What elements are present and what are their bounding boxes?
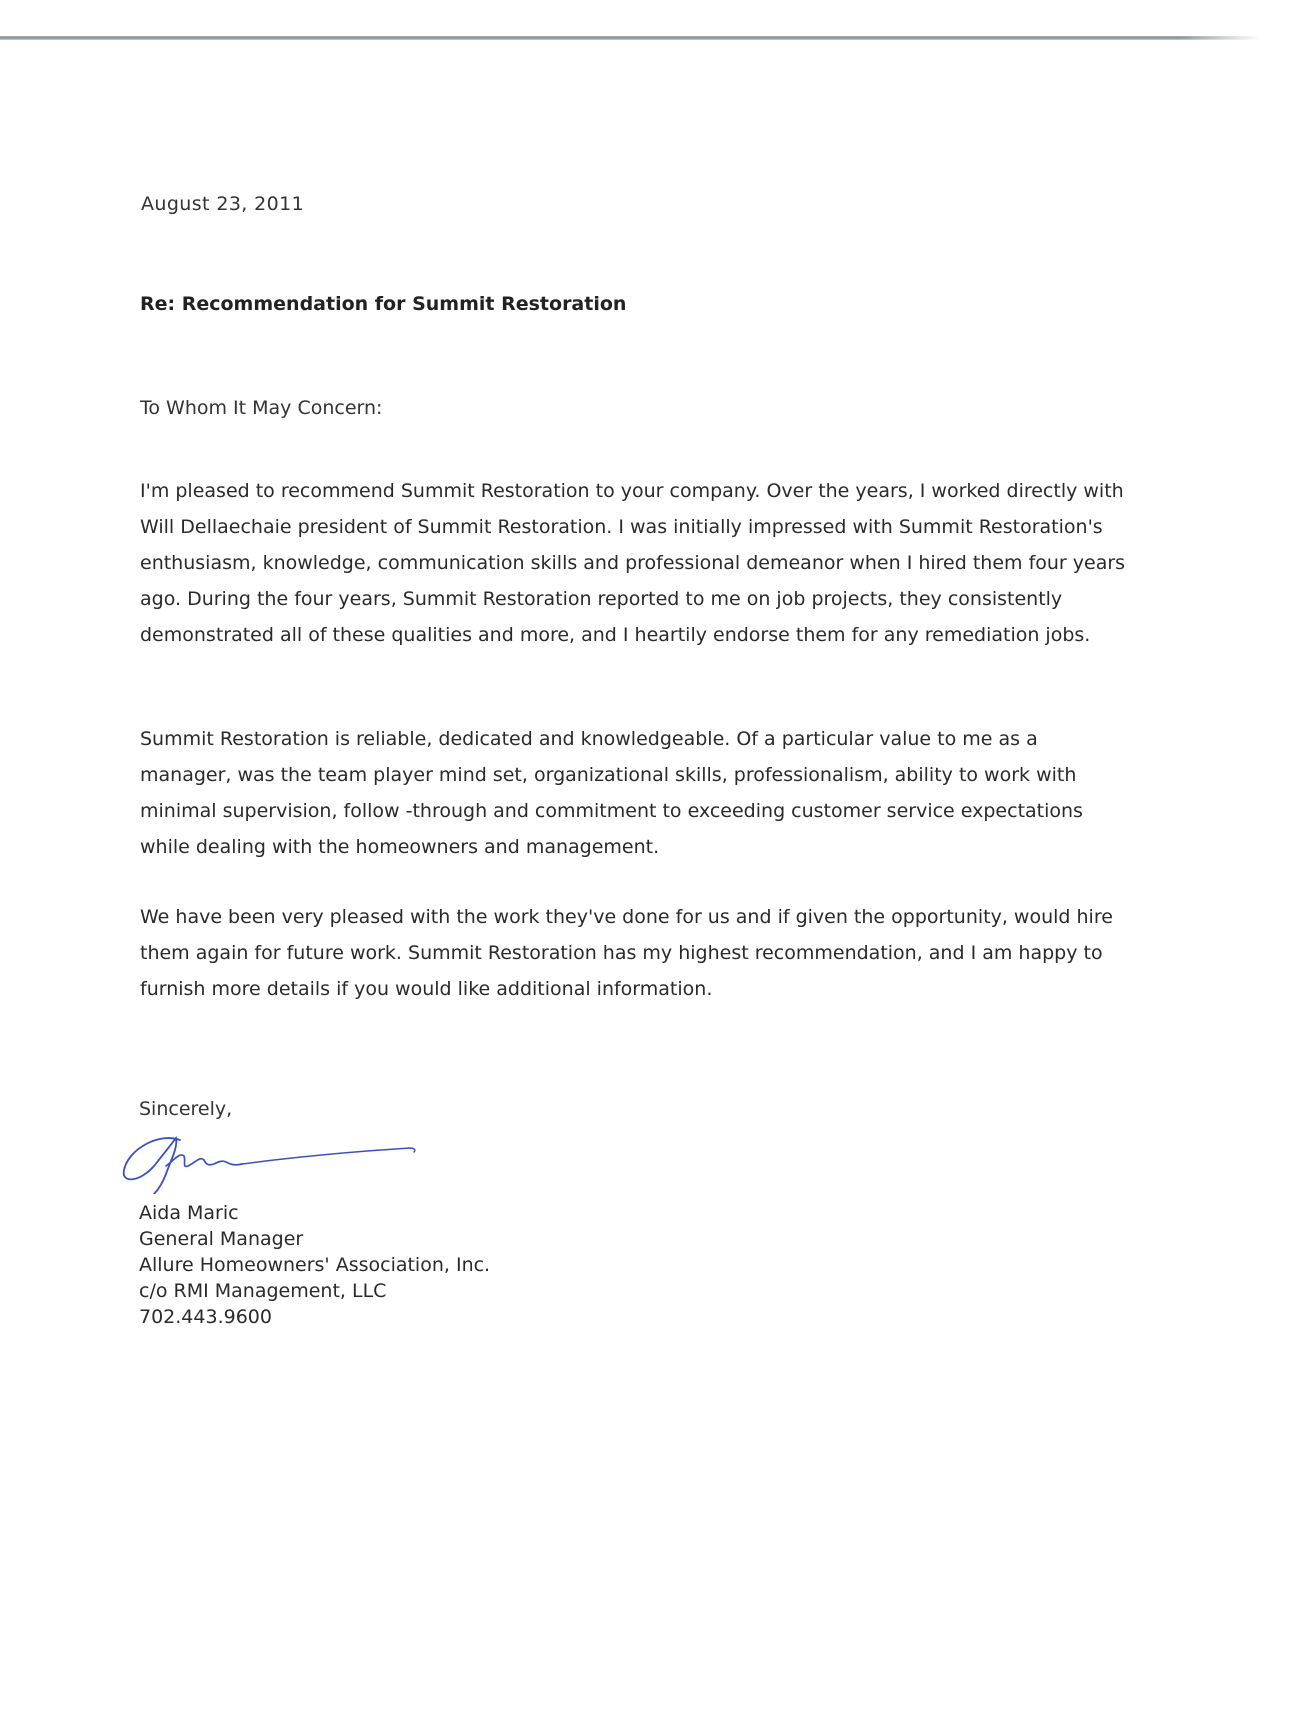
body-paragraph-3: We have been very pleased with the work they've done for us and if given the opportunity, would hire them again for future work. Summit Restoration has my highest recommendation, and I am happy to furnish more details if you would like additional information. xyxy=(140,906,1113,1000)
letter-date: August 23, 2011 xyxy=(141,193,305,215)
body-paragraph-2: Summit Restoration is reliable, dedicated and knowledgeable. Of a particular value to me as a manager, was the team player mind set, organizational skills, professionalism, ability to work with minimal supervision, follow -through and commitment to exceeding customer service expectations while dealing with the homeowners and management. xyxy=(140,728,1083,858)
letter-closing: Sincerely, xyxy=(139,1098,233,1120)
signature-block xyxy=(139,1200,490,1330)
signer-name: Aida Maric xyxy=(139,1202,239,1224)
signer-phone: 702.443.9600 xyxy=(139,1306,272,1328)
handwritten-signature xyxy=(118,1122,428,1194)
signer-title: General Manager xyxy=(139,1228,304,1250)
signer-care-of: c/o RMI Management, LLC xyxy=(139,1280,387,1302)
body-paragraph-1: I'm pleased to recommend Summit Restoration to your company. Over the years, I worked directly with Will Dellaechaie president of Summit Restoration. I was initially impressed with Summit Restoration's enthusiasm, knowledge, communication skills and professional demeanor when I hired them four years ago. During the four years, Summit Restoration reported to me on job projects, they consistently demonstrated all of these qualities and more, and I heartily endorse them for any remediation jobs. xyxy=(140,480,1126,646)
scan-edge-fade xyxy=(1180,34,1260,42)
scan-edge-line xyxy=(0,36,1260,40)
letter-subject: Re: Recommendation for Summit Restoration xyxy=(140,293,627,315)
signer-organization: Allure Homeowners' Association, Inc. xyxy=(139,1254,491,1276)
letter-salutation: To Whom It May Concern: xyxy=(140,397,383,419)
